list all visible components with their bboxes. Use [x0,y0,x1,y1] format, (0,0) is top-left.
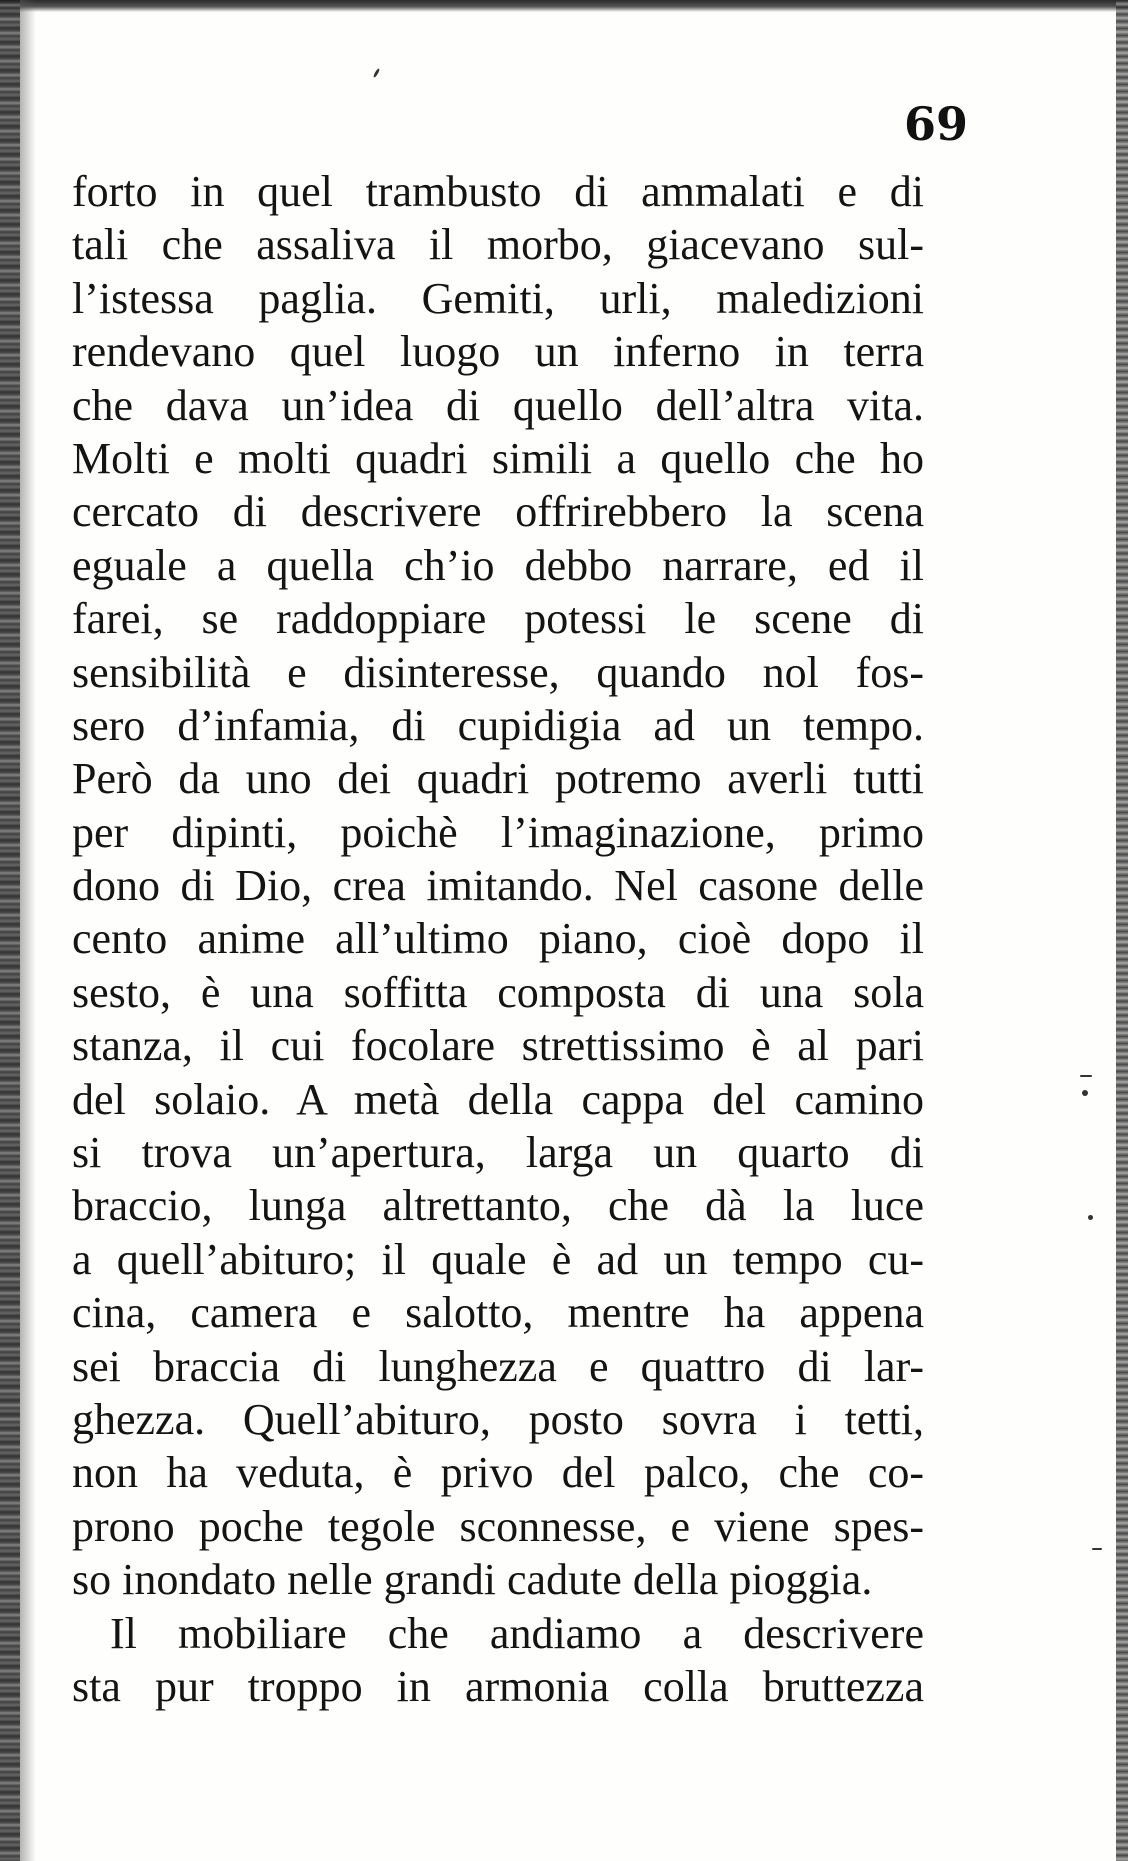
text-line: sesto, è una soffitta composta di una sola [72,967,924,1017]
text-line: Molti e molti quadri simili a quello che ho [72,433,924,483]
text-line: rendevano quel luogo un inferno in terra [72,327,924,377]
text-line: che dava un’idea di quello dell’altra vita. [72,380,924,430]
text-line: sei braccia di lunghezza e quattro di lar- [72,1341,924,1391]
text-line: del solaio. A metà della cappa del camino [72,1074,924,1124]
ink-speck [373,68,381,78]
text-line: sta pur troppo in armonia colla bruttezza [72,1661,924,1711]
text-line: tali che assaliva il morbo, giacevano sul- [72,220,924,270]
text-line: sero d’infamia, di cupidigia ad un tempo. [72,700,924,750]
text-line: ghezza. Quell’abituro, posto sovra i tetti, [72,1394,924,1444]
text-line: prono poche tegole sconnesse, e viene spes- [72,1501,924,1551]
text-line: dono di Dio, crea imitando. Nel casone delle [72,861,924,911]
text-line: Il mobiliare che andiamo a descrivere [110,1608,924,1658]
page-number: 69 [903,97,968,151]
page-top-edge-shadow [0,0,1128,12]
text-line: a quell’abituro; il quale è ad un tempo cu- [72,1234,924,1284]
ink-speck [1088,1215,1093,1220]
text-line: si trova un’apertura, larga un quarto di [72,1128,924,1178]
body-text [72,165,924,1713]
text-line: per dipinti, poichè l’imaginazione, primo [72,807,924,857]
ink-speck [1082,1090,1088,1096]
text-line: so inondato nelle grandi cadute della pioggia. [72,1555,873,1605]
text-line: farei, se raddoppiare potessi le scene di [72,594,924,644]
text-line: cento anime all’ultimo piano, cioè dopo il [72,914,924,964]
text-line: cercato di descrivere offrirebbero la scena [72,487,924,537]
text-line: non ha veduta, è privo del palco, che co- [72,1448,924,1498]
text-line: Però da uno dei quadri potremo averli tutti [72,754,924,804]
text-line: eguale a quella ch’io debbo narrare, ed il [72,540,924,590]
page-binding-edge [0,0,20,1861]
text-line: cina, camera e salotto, mentre ha appena [72,1288,924,1338]
text-line: l’istessa paglia. Gemiti, urli, maledizioni [72,273,924,323]
binding-shadow [20,0,36,1861]
text-line: sensibilità e disinteresse, quando nol fos- [72,647,924,697]
ink-speck [1080,1075,1092,1077]
text-line: forto in quel trambusto di ammalati e di [72,167,924,216]
ink-speck [1092,1548,1102,1550]
page-right-edge [1116,0,1128,1861]
text-line: braccio, lunga altrettanto, che dà la luce [72,1181,924,1231]
text-line: stanza, il cui focolare strettissimo è al pari [72,1021,924,1071]
